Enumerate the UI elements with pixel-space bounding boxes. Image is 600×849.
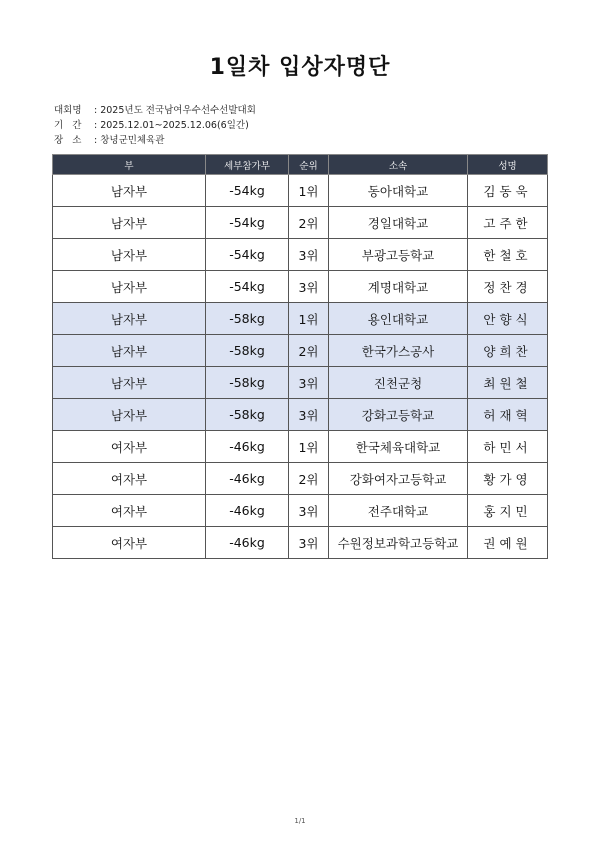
cell-team: 진천군청 xyxy=(329,367,468,399)
cell-name: 황가영 xyxy=(468,463,548,495)
table-row xyxy=(53,527,548,559)
cell-team: 경일대학교 xyxy=(329,207,468,239)
cell-team: 계명대학교 xyxy=(329,271,468,303)
cell-weight-class: -54kg xyxy=(206,207,289,239)
cell-team: 용인대학교 xyxy=(329,303,468,335)
cell-team: 강화여자고등학교 xyxy=(329,463,468,495)
cell-division: 여자부 xyxy=(53,495,206,527)
event-name-value: : 2025년도 전국남여우수선수선발대회 xyxy=(94,105,256,116)
event-venue-label: 장 소 xyxy=(54,135,82,146)
cell-division: 여자부 xyxy=(53,431,206,463)
event-venue-row xyxy=(54,133,256,148)
cell-name: 허재혁 xyxy=(468,399,548,431)
cell-division: 남자부 xyxy=(53,367,206,399)
cell-weight-class: -46kg xyxy=(206,527,289,559)
cell-name: 권예원 xyxy=(468,527,548,559)
event-venue-value: : 창녕군민체육관 xyxy=(94,135,165,146)
cell-name: 김동욱 xyxy=(468,175,548,207)
cell-name: 하민서 xyxy=(468,431,548,463)
cell-name: 최원철 xyxy=(468,367,548,399)
cell-division: 남자부 xyxy=(53,271,206,303)
cell-name: 안향식 xyxy=(468,303,548,335)
cell-name: 고주한 xyxy=(468,207,548,239)
cell-division: 남자부 xyxy=(53,399,206,431)
cell-rank: 2위 xyxy=(289,207,329,239)
table-body xyxy=(53,175,548,559)
cell-rank: 3위 xyxy=(289,527,329,559)
event-period-row xyxy=(54,118,256,133)
cell-division: 남자부 xyxy=(53,335,206,367)
cell-weight-class: -58kg xyxy=(206,399,289,431)
cell-name: 홍지민 xyxy=(468,495,548,527)
cell-division: 남자부 xyxy=(53,207,206,239)
cell-rank: 3위 xyxy=(289,367,329,399)
table-header-row xyxy=(53,155,548,175)
header-name: 성명 xyxy=(468,155,548,175)
cell-weight-class: -46kg xyxy=(206,431,289,463)
winners-table xyxy=(52,154,548,559)
cell-name: 정찬경 xyxy=(468,271,548,303)
cell-weight-class: -46kg xyxy=(206,463,289,495)
cell-name: 양희찬 xyxy=(468,335,548,367)
cell-rank: 3위 xyxy=(289,239,329,271)
cell-division: 남자부 xyxy=(53,175,206,207)
cell-rank: 2위 xyxy=(289,463,329,495)
cell-weight-class: -58kg xyxy=(206,303,289,335)
cell-team: 한국체육대학교 xyxy=(329,431,468,463)
table-row xyxy=(53,431,548,463)
cell-rank: 1위 xyxy=(289,303,329,335)
table-row xyxy=(53,335,548,367)
cell-division: 여자부 xyxy=(53,527,206,559)
header-division: 부 xyxy=(53,155,206,175)
cell-rank: 3위 xyxy=(289,271,329,303)
cell-rank: 3위 xyxy=(289,495,329,527)
event-period-value: : 2025.12.01~2025.12.06(6일간) xyxy=(94,120,249,131)
event-period-label: 기 간 xyxy=(54,120,82,131)
header-weight-class: 세부참가부 xyxy=(206,155,289,175)
event-info xyxy=(54,103,256,148)
cell-weight-class: -54kg xyxy=(206,239,289,271)
table-row xyxy=(53,207,548,239)
cell-weight-class: -46kg xyxy=(206,495,289,527)
table-row xyxy=(53,175,548,207)
cell-division: 남자부 xyxy=(53,239,206,271)
header-team: 소속 xyxy=(329,155,468,175)
cell-weight-class: -54kg xyxy=(206,271,289,303)
cell-rank: 1위 xyxy=(289,431,329,463)
cell-division: 여자부 xyxy=(53,463,206,495)
cell-team: 강화고등학교 xyxy=(329,399,468,431)
table-row xyxy=(53,271,548,303)
header-rank: 순위 xyxy=(289,155,329,175)
cell-team: 동아대학교 xyxy=(329,175,468,207)
cell-weight-class: -58kg xyxy=(206,367,289,399)
cell-weight-class: -58kg xyxy=(206,335,289,367)
table-row xyxy=(53,399,548,431)
cell-team: 한국가스공사 xyxy=(329,335,468,367)
event-name-label: 대회명 xyxy=(54,105,82,116)
cell-division: 남자부 xyxy=(53,303,206,335)
cell-rank: 2위 xyxy=(289,335,329,367)
cell-team: 부광고등학교 xyxy=(329,239,468,271)
event-name-row xyxy=(54,103,256,118)
table-row xyxy=(53,239,548,271)
table-row xyxy=(53,463,548,495)
cell-name: 한철호 xyxy=(468,239,548,271)
table-row xyxy=(53,367,548,399)
cell-team: 전주대학교 xyxy=(329,495,468,527)
cell-team: 수원정보과학고등학교 xyxy=(329,527,468,559)
cell-rank: 3위 xyxy=(289,399,329,431)
page-number: 1/1 xyxy=(294,817,306,825)
cell-rank: 1위 xyxy=(289,175,329,207)
page-title: 1일차 입상자명단 xyxy=(209,55,391,80)
cell-weight-class: -54kg xyxy=(206,175,289,207)
table-row xyxy=(53,495,548,527)
table-row xyxy=(53,303,548,335)
